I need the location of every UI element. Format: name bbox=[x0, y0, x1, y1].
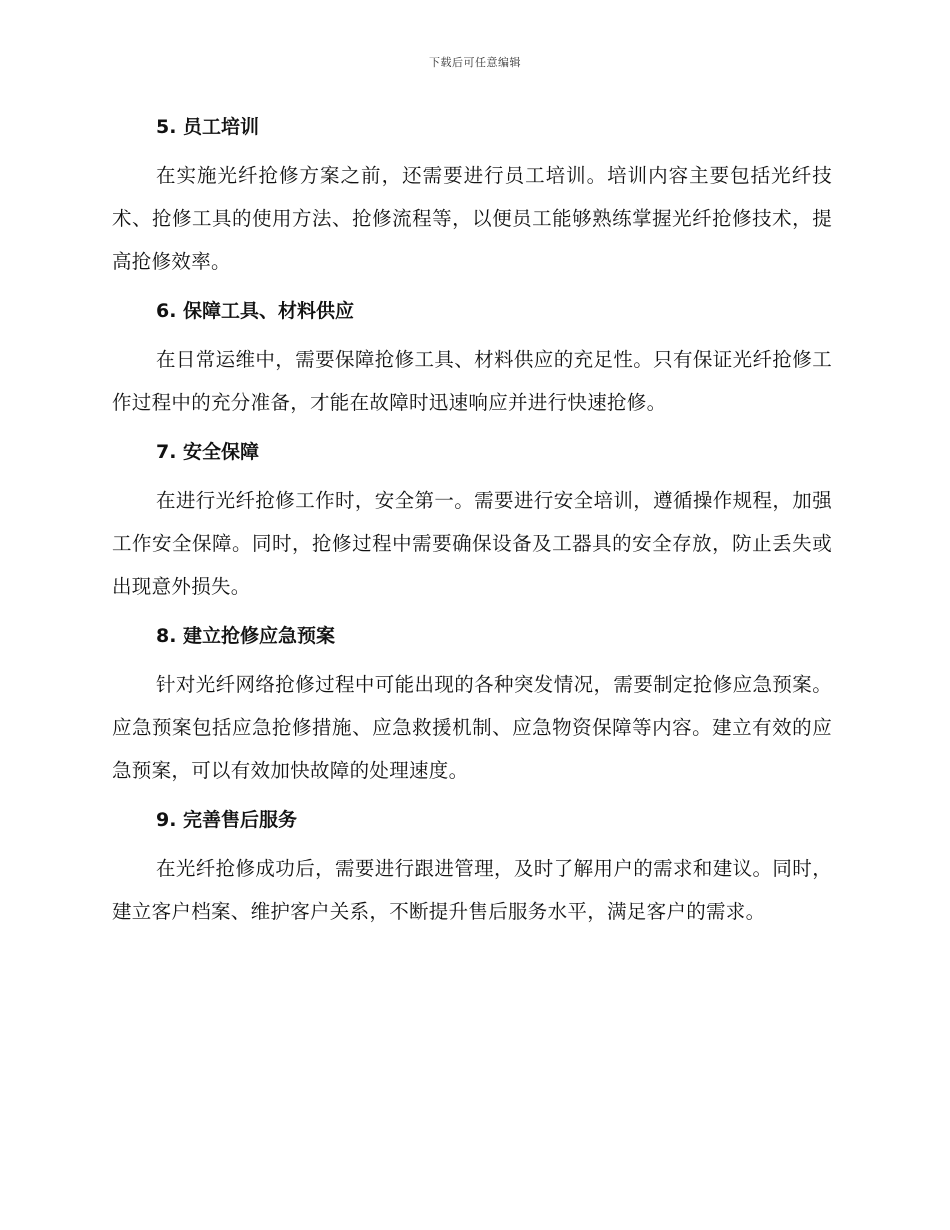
section-after-sales bbox=[112, 805, 832, 933]
section-paragraph: 在日常运维中，需要保障抢修工具、材料供应的充足性。只有保证光纤抢修工作过程中的充分准备，才能在故障时迅速响应并进行快速抢修。 bbox=[112, 348, 832, 414]
section-staff-training bbox=[112, 112, 832, 283]
section-tools-supply bbox=[112, 296, 832, 424]
section-heading: 7. 安全保障 bbox=[156, 441, 260, 463]
section-heading: 8. 建立抢修应急预案 bbox=[156, 625, 336, 647]
section-safety bbox=[112, 437, 832, 608]
section-paragraph: 在光纤抢修成功后，需要进行跟进管理，及时了解用户的需求和建议。同时，建立客户档案、维护客户关系，不断提升售后服务水平，满足客户的需求。 bbox=[112, 857, 832, 923]
document-body bbox=[112, 112, 832, 946]
section-paragraph: 在实施光纤抢修方案之前，还需要进行员工培训。培训内容主要包括光纤技术、抢修工具的使用方法、抢修流程等，以便员工能够熟练掌握光纤抢修技术，提高抢修效率。 bbox=[112, 164, 832, 273]
section-heading: 5. 员工培训 bbox=[156, 116, 260, 138]
section-emergency-plan bbox=[112, 621, 832, 792]
page-header-note: 下载后可任意编辑 bbox=[429, 56, 521, 69]
section-paragraph: 针对光纤网络抢修过程中可能出现的各种突发情况，需要制定抢修应急预案。应急预案包括应急抢修措施、应急救援机制、应急物资保障等内容。建立有效的应急预案，可以有效加快故障的处理速度。 bbox=[112, 673, 832, 782]
section-heading: 9. 完善售后服务 bbox=[156, 809, 298, 831]
section-heading: 6. 保障工具、材料供应 bbox=[156, 300, 355, 322]
section-paragraph: 在进行光纤抢修工作时，安全第一。需要进行安全培训，遵循操作规程，加强工作安全保障。同时，抢修过程中需要确保设备及工器具的安全存放，防止丢失或出现意外损失。 bbox=[112, 489, 832, 598]
